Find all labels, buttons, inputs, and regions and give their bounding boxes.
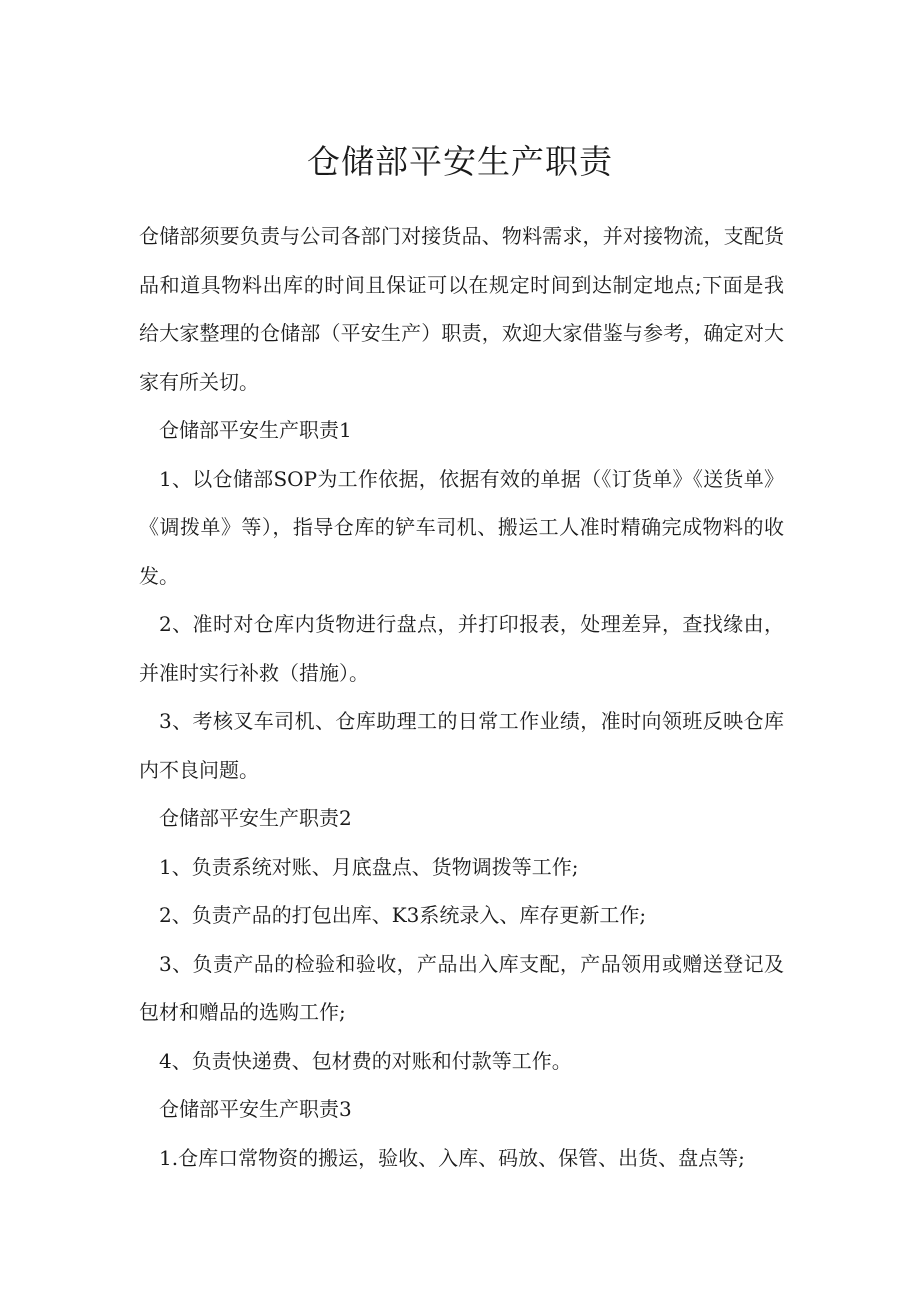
section-2-item-2: 2、负责产品的打包出库、K3系统录入、库存更新工作; bbox=[159, 903, 647, 927]
section-3-item-1: 1.仓库口常物资的搬运，验收、入库、码放、保管、出货、盘点等; bbox=[159, 1145, 745, 1170]
section-1-item-3: 3、考核叉车司机、仓库助理工的日常工作业绩，准时向领班反映仓库内不良问题。 bbox=[139, 709, 784, 782]
section-heading-1: 仓储部平安生产职责1 bbox=[159, 418, 352, 442]
section-2-item-1: 1、负责系统对账、月底盘点、货物调拨等工作; bbox=[159, 854, 579, 879]
intro-paragraph: 仓储部须要负责与公司各部门对接货品、物料需求，并对接物流，支配货品和道具物料出库的时间且保证可以在规定时间到达制定地点;下面是我给大家整理的仓储部（平安生产）职责，欢迎大家借鉴与参考，确定对大家有所关切。 bbox=[139, 224, 784, 394]
section-heading-2: 仓储部平安生产职责2 bbox=[159, 806, 352, 830]
document-body bbox=[139, 212, 784, 1182]
section-2-item-3: 3、负责产品的检验和验收，产品出入库支配，产品领用或赠送登记及包材和赠品的选购工作; bbox=[139, 951, 784, 1024]
section-2-item-4: 4、负责快递费、包材费的对账和付款等工作。 bbox=[159, 1048, 572, 1073]
section-1-item-1: 1、以仓储部SOP为工作依据，依据有效的单据（《订货单》《送货单》《调拨单》等），指导仓库的铲车司机、搬运工人准时精确完成物料的收发。 bbox=[139, 466, 784, 588]
section-heading-3: 仓储部平安生产职责3 bbox=[159, 1097, 352, 1121]
section-1-item-2: 2、准时对仓库内货物进行盘点，并打印报表，处理差异，查找缘由，并准时实行补救（措施）。 bbox=[139, 612, 784, 685]
document-title: 仓储部平安生产职责 bbox=[307, 142, 613, 181]
